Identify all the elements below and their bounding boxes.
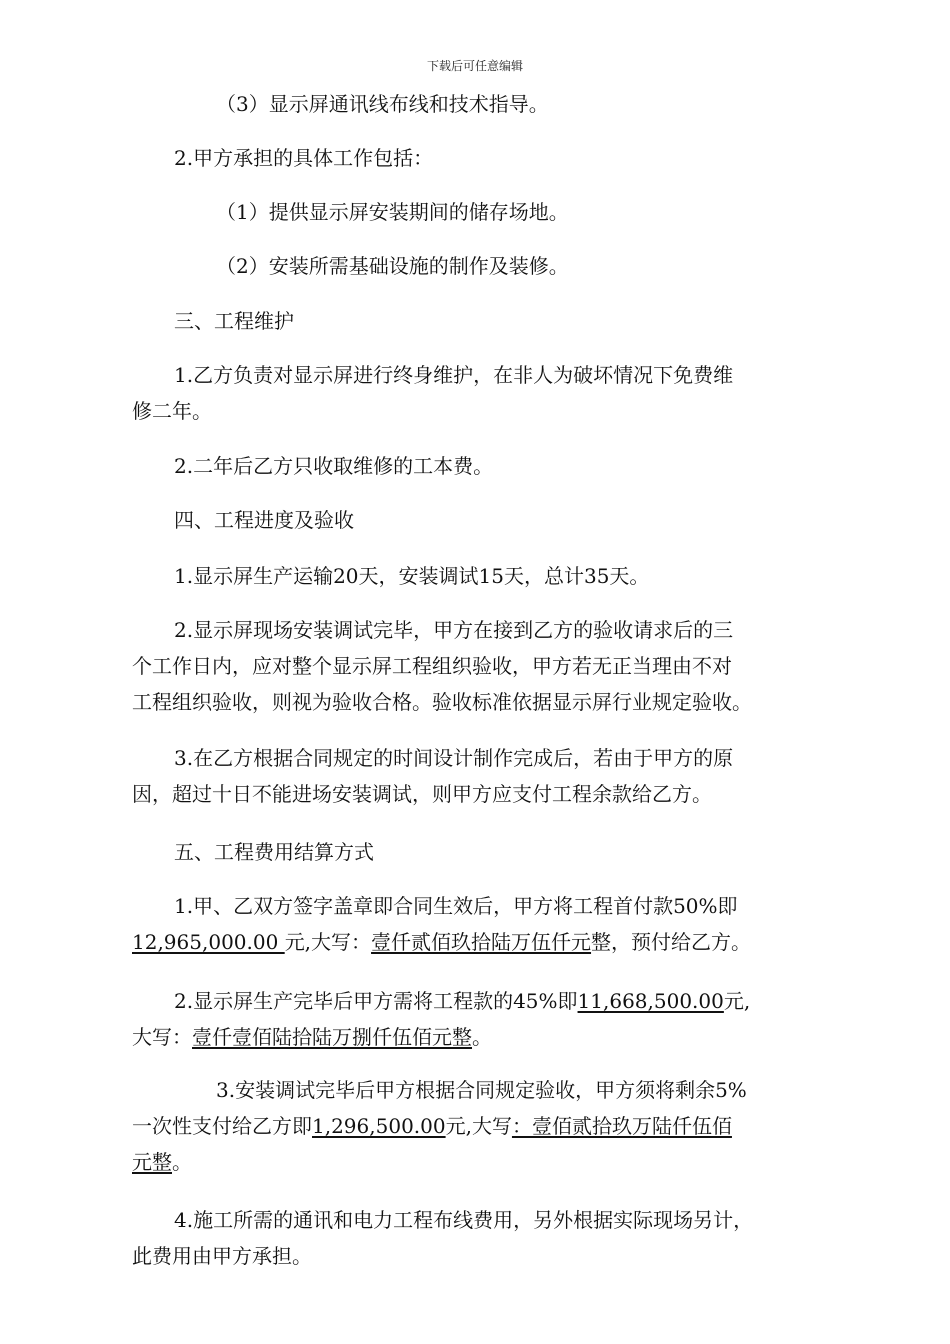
- paragraph: [132, 612, 832, 720]
- text: 大写：: [132, 1025, 192, 1049]
- paragraph-line: 工程组织验收，则视为验收合格。验收标准依据显示屏行业规定验收。: [132, 690, 752, 714]
- paragraph-line: 此费用由甲方承担。: [132, 1244, 312, 1268]
- paragraph-line: 4.施工所需的通讯和电力工程布线费用，另外根据实际现场另计，: [174, 1208, 754, 1232]
- page-header: 下载后可任意编辑: [426, 59, 523, 73]
- amount-words: 壹仟壹佰陆拾陆万捌仟伍佰元整: [192, 1025, 472, 1049]
- section-heading: 五、工程费用结算方式: [174, 840, 374, 864]
- text: 。: [472, 1025, 492, 1049]
- paragraph: （1）提供显示屏安装期间的储存场地。: [216, 200, 569, 224]
- paragraph-line: 1.甲、乙双方签字盖章即合同生效后，甲方将工程首付款50%即: [174, 894, 738, 918]
- amount-words: ：壹佰贰拾玖万陆仟伍佰: [511, 1114, 732, 1138]
- paragraph-line: [132, 924, 822, 960]
- paragraph: 1.显示屏生产运输20天，安装调试15天，总计35天。: [174, 564, 650, 588]
- amount-words: 壹仟贰佰玖拾陆万伍仟元: [371, 930, 592, 954]
- section-heading: 四、工程进度及验收: [174, 508, 354, 532]
- paragraph: （3）显示屏通讯线布线和技术指导。: [216, 92, 549, 116]
- paragraph-line: [132, 983, 822, 1019]
- paragraph-line: 修二年。: [132, 399, 212, 423]
- paragraph-line: 3.安装调试完毕后甲方根据合同规定验收，甲方须将剩余5%: [216, 1078, 747, 1102]
- paragraph: [132, 1072, 822, 1180]
- paragraph: [132, 357, 822, 429]
- amount-figure: 11,668,500.00: [577, 989, 724, 1013]
- section-heading: 三、工程维护: [174, 309, 294, 333]
- text: 2.显示屏生产完毕后甲方需将工程款的45%即: [174, 989, 578, 1013]
- paragraph: [132, 888, 822, 960]
- text: 。: [172, 1150, 192, 1174]
- text: 元,: [723, 989, 751, 1013]
- text: 整，预付给乙方。: [591, 930, 752, 954]
- paragraph: [132, 1202, 832, 1274]
- paragraph-line: [132, 1144, 822, 1180]
- text: 一次性支付给乙方即: [132, 1114, 312, 1138]
- paragraph-line: [132, 1019, 822, 1055]
- paragraph-line: 1.乙方负责对显示屏进行终身维护，在非人为破坏情况下免费维: [174, 363, 734, 387]
- paragraph-line: 3.在乙方根据合同规定的时间设计制作完成后，若由于甲方的原: [174, 746, 734, 770]
- paragraph: 2.甲方承担的具体工作包括：: [174, 146, 434, 170]
- amount-words: 元整: [132, 1150, 172, 1174]
- paragraph-line: 2.显示屏现场安装调试完毕，甲方在接到乙方的验收请求后的三: [174, 618, 734, 642]
- amount-figure: 1,296,500.00: [312, 1114, 446, 1138]
- text: 元,大写：: [284, 930, 372, 954]
- paragraph: [132, 983, 822, 1055]
- paragraph: [132, 740, 822, 812]
- paragraph: 2.二年后乙方只收取维修的工本费。: [174, 454, 494, 478]
- paragraph-line: 因，超过十日不能进场安装调试，则甲方应支付工程余款给乙方。: [132, 782, 712, 806]
- text: 元,大写: [445, 1114, 512, 1138]
- paragraph-line: [132, 1108, 822, 1144]
- amount-figure: 12,965,000.00: [132, 930, 285, 954]
- paragraph: （2）安装所需基础设施的制作及装修。: [216, 254, 569, 278]
- paragraph-line: 个工作日内，应对整个显示屏工程组织验收，甲方若无正当理由不对: [132, 654, 732, 678]
